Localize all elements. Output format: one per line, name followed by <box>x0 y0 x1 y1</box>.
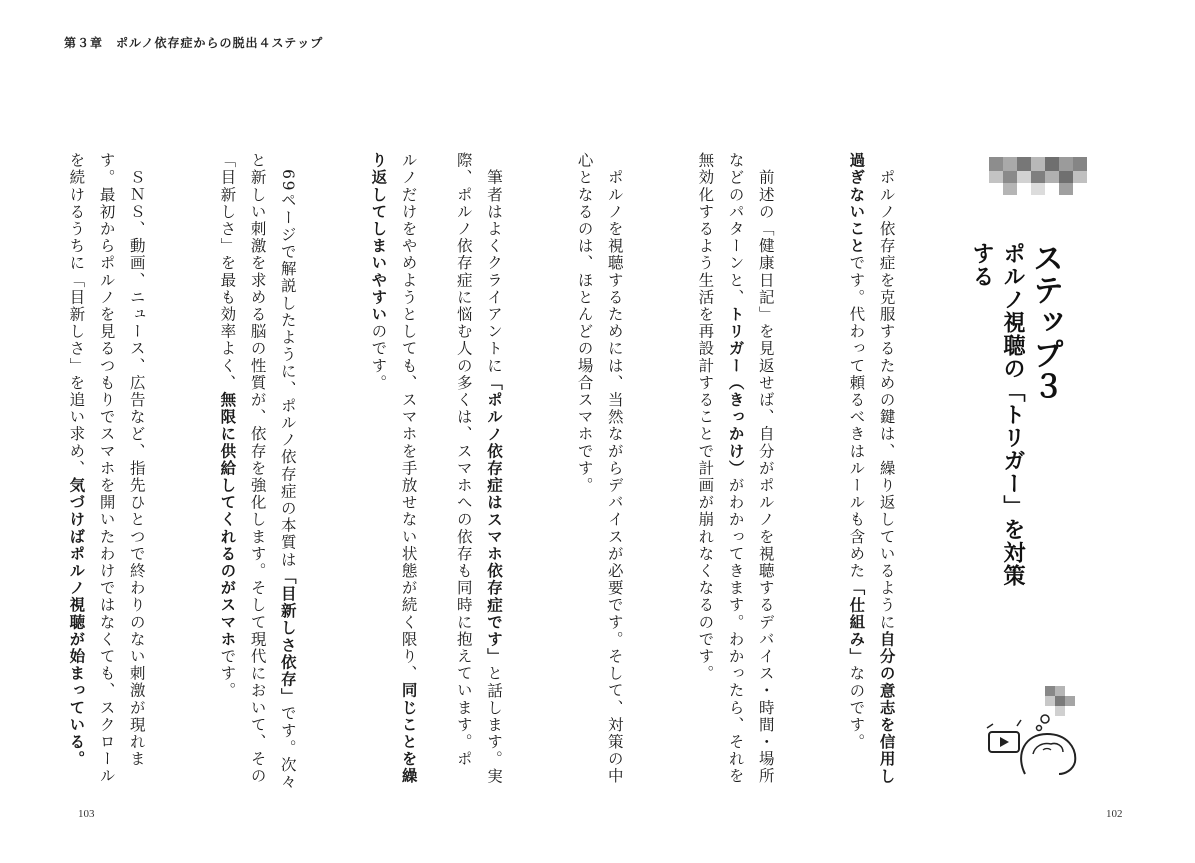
running-head: 第３章 ポルノ依存症からの脱出４ステップ <box>64 36 324 50</box>
paragraph: ポルノ依存症を克服するための鍵は、繰り返しているように自分の意志を信用し過ぎないことです。代わって頼るべきはルールも含めた「仕組み」なのです。 <box>847 152 896 785</box>
right-page-body <box>454 152 962 792</box>
paragraph: 69ページで解説したように、ポルノ依存症の本質は「目新しさ依存」です。次々と新しい刺激を求める脳の性質が、依存を強化します。そして現代において、その「目新しさ」を最も効率よく、無限に供給してくれるのがスマホです。 <box>218 152 297 791</box>
paragraph: 筆者はよくクライアントに「ポルノ依存症はスマホ依存症です」と話します。実際、ポルノ依存症に悩む人の多くは、スマホへの依存も同時に抱えています。ポ <box>454 152 503 785</box>
paragraph: ルノだけをやめようとしても、スマホを手放せない状態が続く限り、同じことを繰り返してしまいやすいのです。 <box>369 152 418 785</box>
section-heading <box>969 150 1072 590</box>
page-number-left: 103 <box>78 808 95 820</box>
page-number-right: 102 <box>1106 808 1123 820</box>
thinking-person-illustration <box>985 684 1085 779</box>
left-page-body <box>67 152 484 792</box>
paragraph <box>0 152 1 792</box>
step-label: ステップ３ <box>1027 242 1063 402</box>
paragraph: ポルノを視聴するためには、当然ながらデバイスが必要です。そして、対策の中心となるのは、ほとんどの場合スマホです。 <box>575 152 624 785</box>
paragraph: ＳＮＳ、動画、ニュース、広告など、指先ひとつで終わりのない刺激が現れます。最初からポルノを見るつもりでスマホを開いたわけではなくても、スクロールを続けるうちに「目新しさ」を追い求め、気づけばポルノ視聴が始まっている。 <box>67 152 146 785</box>
step-title: ポルノ視聴の「トリガー」を対策する <box>969 242 1025 587</box>
paragraph: 前述の「健康日記」を見返せば、自分がポルノを視聴するデバイス・時間・場所などのパターンと、トリガー（きっかけ）がわかってきます。わかったら、それを無効化するよう生活を再設計することで計画が崩れなくなるのです。 <box>696 152 775 785</box>
